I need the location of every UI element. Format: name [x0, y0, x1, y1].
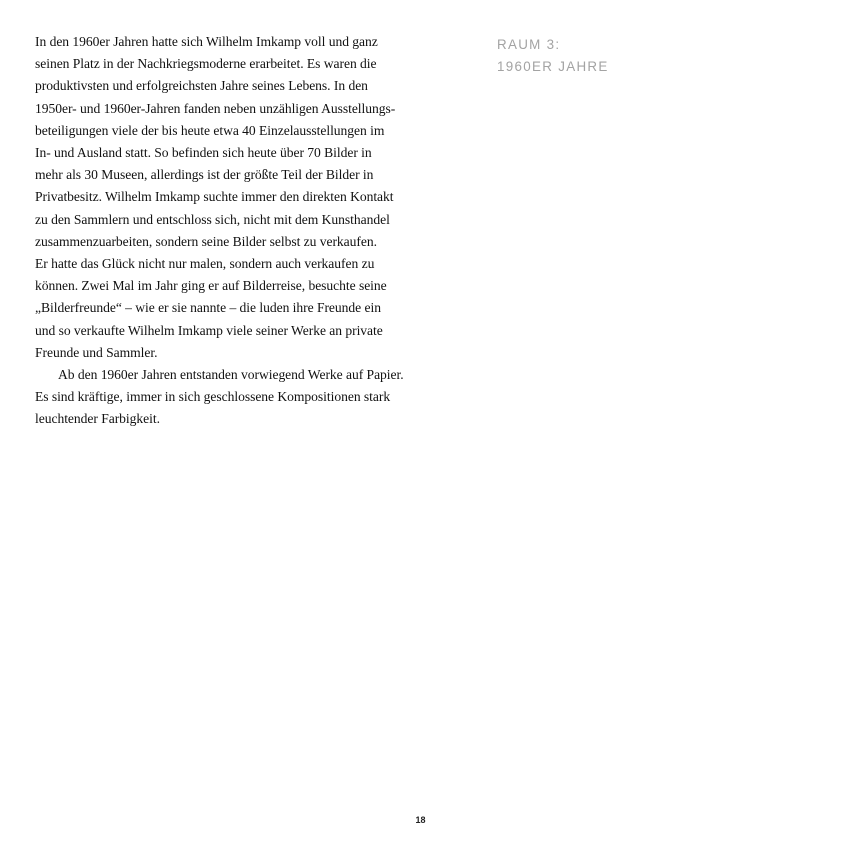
body-line: beteiligungen viele der bis heute etwa 40 Einzelausstellungen im [35, 122, 385, 138]
room-heading-line-1: RAUM 3: [497, 37, 561, 52]
body-line: produktivsten und erfolgreichsten Jahre seines Lebens. In den [35, 78, 368, 94]
body-line: können. Zwei Mal im Jahr ging er auf Bilderreise, besuchte seine [35, 278, 387, 294]
room-heading-line-2: 1960ER JAHRE [497, 59, 609, 74]
body-line: Er hatte das Glück nicht nur malen, sondern auch verkaufen zu [35, 256, 375, 272]
body-line: In den 1960er Jahren hatte sich Wilhelm Imkamp voll und ganz [35, 34, 378, 49]
body-line: 1950er- und 1960er-Jahren fanden neben unzähligen Ausstellungs- [35, 100, 396, 116]
body-line: „Bilderfreunde“ – wie er sie nannte – die luden ihre Freunde ein [35, 300, 381, 316]
body-line: In- und Ausland statt. So befinden sich heute über 70 Bilder in [35, 145, 372, 161]
body-line: zu den Sammlern und entschloss sich, nicht mit dem Kunsthandel [35, 211, 390, 227]
room-heading [497, 34, 609, 78]
body-line: zusammenzuarbeiten, sondern seine Bilder selbst zu verkaufen. [35, 233, 377, 249]
body-line: mehr als 30 Museen, allerdings ist der größte Teil der Bilder in [35, 167, 374, 183]
body-line: seinen Platz in der Nachkriegsmoderne erarbeitet. Es waren die [35, 56, 377, 72]
body-line: und so verkaufte Wilhelm Imkamp viele seiner Werke an private [35, 322, 383, 338]
body-line: Es sind kräftige, immer in sich geschlossene Kompositionen stark [35, 389, 391, 405]
body-line: Privatbesitz. Wilhelm Imkamp suchte immer den direkten Kontakt [35, 189, 394, 205]
body-line: Freunde und Sammler. [35, 344, 158, 360]
body-line-indented: Ab den 1960er Jahren entstanden vorwiegend Werke auf Papier. [58, 367, 404, 383]
body-text [35, 31, 445, 431]
body-line: leuchtender Farbigkeit. [35, 411, 160, 427]
page-number: 18 [415, 815, 426, 825]
